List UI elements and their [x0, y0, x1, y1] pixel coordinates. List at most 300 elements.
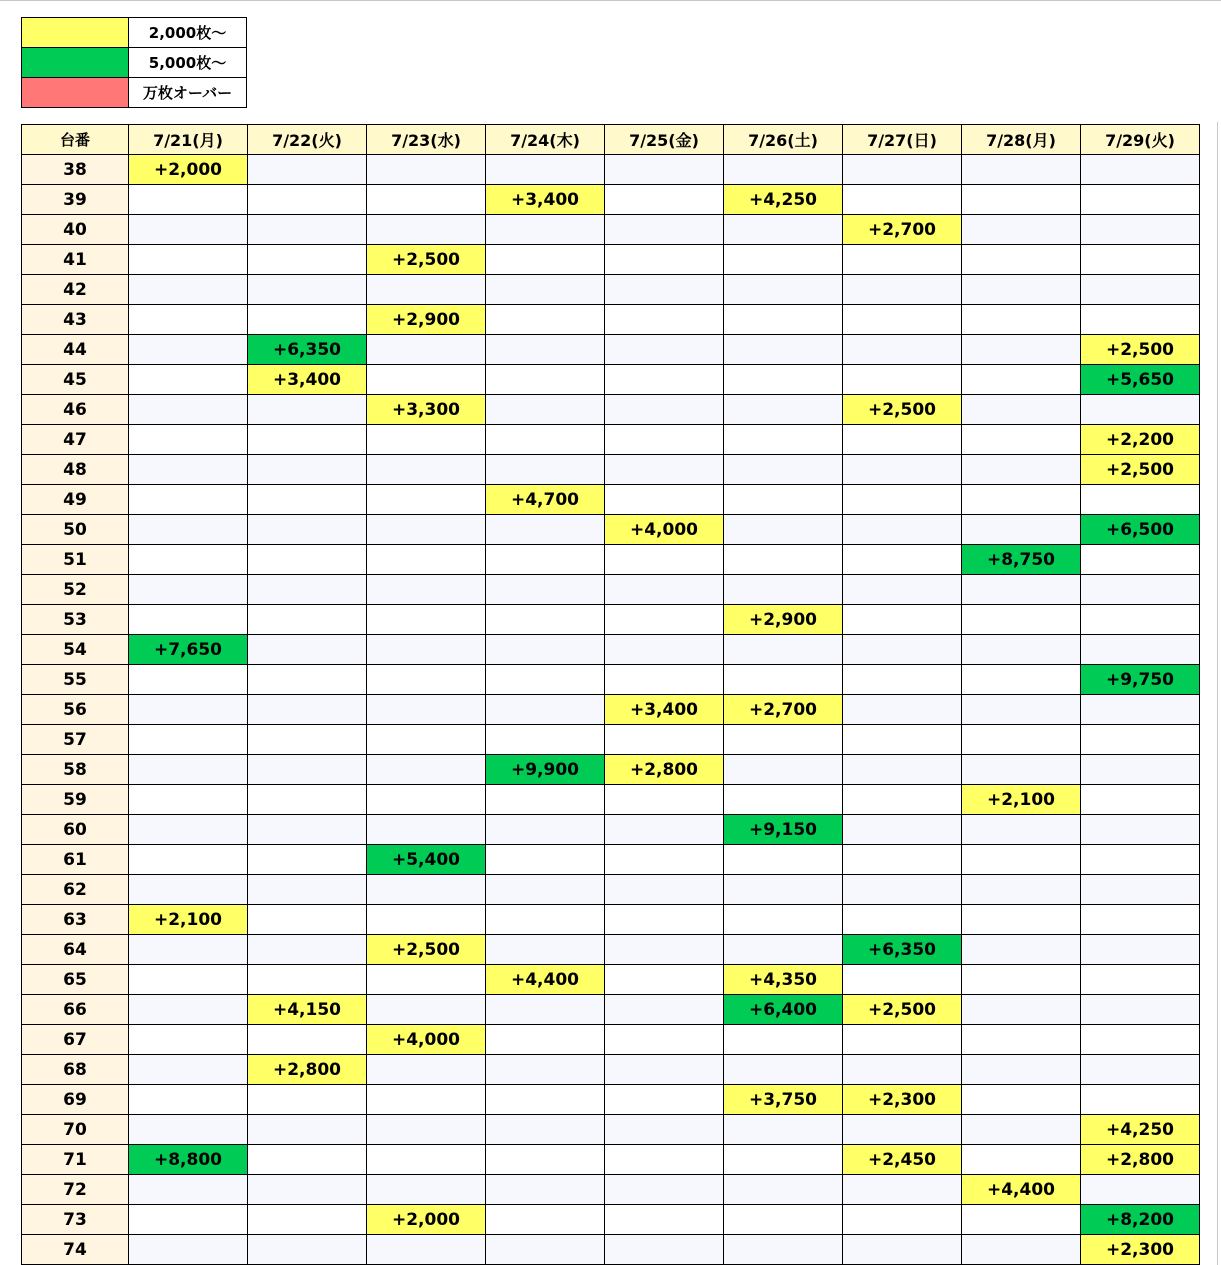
- result-cell: [962, 455, 1081, 485]
- machine-number-cell: 66: [22, 995, 129, 1025]
- result-cell: [486, 875, 605, 905]
- result-cell: [843, 635, 962, 665]
- result-cell: [129, 1085, 248, 1115]
- result-cell: [1081, 785, 1200, 815]
- result-cell: [248, 545, 367, 575]
- result-cell: [248, 905, 367, 935]
- result-cell: +6,350: [843, 935, 962, 965]
- result-cell: [724, 245, 843, 275]
- result-cell: [486, 515, 605, 545]
- result-cell: [962, 935, 1081, 965]
- result-cell: [605, 935, 724, 965]
- result-cell: +4,000: [605, 515, 724, 545]
- legend-swatch-yellow: [22, 18, 129, 48]
- result-cell: +2,900: [367, 305, 486, 335]
- result-cell: [129, 575, 248, 605]
- machine-number-cell: 48: [22, 455, 129, 485]
- result-cell: [367, 485, 486, 515]
- result-cell: +6,500: [1081, 515, 1200, 545]
- result-cell: [367, 1235, 486, 1265]
- result-cell: [1081, 965, 1200, 995]
- result-cell: [605, 1025, 724, 1055]
- result-cell: [248, 815, 367, 845]
- machine-number-cell: 43: [22, 305, 129, 335]
- result-cell: [1081, 875, 1200, 905]
- result-cell: [367, 1115, 486, 1145]
- result-cell: [129, 725, 248, 755]
- machine-number-cell: 46: [22, 395, 129, 425]
- result-cell: +4,400: [962, 1175, 1081, 1205]
- machine-number-cell: 67: [22, 1025, 129, 1055]
- result-cell: [367, 155, 486, 185]
- result-cell: [248, 935, 367, 965]
- result-cell: [367, 1145, 486, 1175]
- result-cell: [962, 695, 1081, 725]
- result-cell: [1081, 485, 1200, 515]
- result-cell: [724, 575, 843, 605]
- table-row: [22, 305, 1200, 335]
- table-row: [22, 995, 1200, 1025]
- result-cell: [1081, 575, 1200, 605]
- machine-number-cell: 64: [22, 935, 129, 965]
- result-cell: [367, 725, 486, 755]
- result-cell: [724, 215, 843, 245]
- result-cell: [605, 845, 724, 875]
- result-cell: [129, 515, 248, 545]
- result-cell: [1081, 1025, 1200, 1055]
- result-cell: [486, 1055, 605, 1085]
- result-cell: +4,250: [1081, 1115, 1200, 1145]
- result-cell: [248, 155, 367, 185]
- result-cell: [486, 665, 605, 695]
- result-cell: [724, 515, 843, 545]
- result-cell: [248, 875, 367, 905]
- result-cell: [129, 365, 248, 395]
- result-cell: [248, 245, 367, 275]
- table-row: [22, 935, 1200, 965]
- result-cell: [605, 425, 724, 455]
- result-cell: [129, 1175, 248, 1205]
- machine-number-cell: 71: [22, 1145, 129, 1175]
- result-cell: [843, 305, 962, 335]
- result-cell: +2,800: [1081, 1145, 1200, 1175]
- table-row: [22, 425, 1200, 455]
- result-cell: [367, 335, 486, 365]
- result-cell: [843, 845, 962, 875]
- result-cell: [367, 755, 486, 785]
- result-cell: [248, 185, 367, 215]
- result-cell: [1081, 545, 1200, 575]
- result-cell: [605, 1175, 724, 1205]
- result-cell: [724, 1115, 843, 1145]
- machine-number-header: 台番: [22, 125, 129, 155]
- result-cell: [724, 155, 843, 185]
- machine-number-cell: 49: [22, 485, 129, 515]
- result-cell: [962, 815, 1081, 845]
- legend-row: [22, 18, 247, 48]
- result-cell: [843, 605, 962, 635]
- table-row: [22, 845, 1200, 875]
- frame-right-border: [1217, 122, 1218, 1265]
- result-cell: +4,000: [367, 1025, 486, 1055]
- result-cell: [367, 1055, 486, 1085]
- result-cell: [248, 395, 367, 425]
- result-cell: [962, 965, 1081, 995]
- result-cell: [962, 425, 1081, 455]
- legend-swatch-green: [22, 48, 129, 78]
- result-cell: [1081, 275, 1200, 305]
- machine-number-cell: 73: [22, 1205, 129, 1235]
- machine-number-cell: 51: [22, 545, 129, 575]
- result-cell: +7,650: [129, 635, 248, 665]
- table-row: [22, 275, 1200, 305]
- result-cell: [248, 1025, 367, 1055]
- table-row: [22, 665, 1200, 695]
- result-cell: [724, 755, 843, 785]
- table-row: [22, 1205, 1200, 1235]
- table-row: [22, 515, 1200, 545]
- result-cell: [367, 425, 486, 455]
- result-cell: [486, 335, 605, 365]
- result-cell: [486, 1205, 605, 1235]
- result-cell: +3,400: [486, 185, 605, 215]
- result-cell: [248, 635, 367, 665]
- table-row: [22, 155, 1200, 185]
- machine-number-cell: 72: [22, 1175, 129, 1205]
- result-cell: [843, 365, 962, 395]
- result-cell: [962, 1115, 1081, 1145]
- table-row: [22, 1085, 1200, 1115]
- machine-number-cell: 70: [22, 1115, 129, 1145]
- result-cell: [843, 275, 962, 305]
- result-cell: +2,450: [843, 1145, 962, 1175]
- table-row: [22, 1175, 1200, 1205]
- machine-number-cell: 55: [22, 665, 129, 695]
- day-header: 7/27(日): [843, 125, 962, 155]
- result-cell: [367, 1175, 486, 1205]
- result-cell: [962, 1145, 1081, 1175]
- result-cell: [129, 455, 248, 485]
- table-row: [22, 185, 1200, 215]
- day-header: 7/29(火): [1081, 125, 1200, 155]
- machine-number-cell: 54: [22, 635, 129, 665]
- result-cell: [367, 215, 486, 245]
- legend-label: 5,000枚～: [129, 48, 247, 78]
- result-cell: [962, 335, 1081, 365]
- result-cell: [129, 1115, 248, 1145]
- result-cell: [724, 1145, 843, 1175]
- result-cell: [367, 275, 486, 305]
- result-cell: [129, 335, 248, 365]
- result-cell: +8,200: [1081, 1205, 1200, 1235]
- result-cell: [605, 665, 724, 695]
- result-cell: [605, 1115, 724, 1145]
- machine-number-cell: 42: [22, 275, 129, 305]
- result-cell: [843, 1235, 962, 1265]
- result-cell: [962, 485, 1081, 515]
- result-cell: [843, 575, 962, 605]
- machine-number-cell: 74: [22, 1235, 129, 1265]
- result-cell: +4,150: [248, 995, 367, 1025]
- result-cell: +8,750: [962, 545, 1081, 575]
- machine-number-cell: 65: [22, 965, 129, 995]
- result-cell: +2,500: [1081, 335, 1200, 365]
- result-cell: [486, 1025, 605, 1055]
- results-table: [21, 124, 1200, 1265]
- result-cell: [962, 1205, 1081, 1235]
- result-cell: [129, 245, 248, 275]
- result-cell: [962, 245, 1081, 275]
- result-cell: [486, 545, 605, 575]
- result-cell: [367, 185, 486, 215]
- result-cell: [486, 1115, 605, 1145]
- result-cell: [1081, 935, 1200, 965]
- machine-number-cell: 57: [22, 725, 129, 755]
- result-cell: [962, 875, 1081, 905]
- result-cell: [724, 845, 843, 875]
- legend-swatch-red: [22, 78, 129, 108]
- result-cell: [843, 185, 962, 215]
- table-row: [22, 395, 1200, 425]
- result-cell: [486, 935, 605, 965]
- result-cell: [724, 485, 843, 515]
- day-header: 7/25(金): [605, 125, 724, 155]
- result-cell: [1081, 635, 1200, 665]
- result-cell: [605, 455, 724, 485]
- result-cell: [962, 905, 1081, 935]
- result-cell: +2,200: [1081, 425, 1200, 455]
- result-cell: +5,650: [1081, 365, 1200, 395]
- result-cell: [724, 1025, 843, 1055]
- result-cell: [486, 785, 605, 815]
- result-cell: [843, 245, 962, 275]
- result-cell: [367, 455, 486, 485]
- day-header: 7/21(月): [129, 125, 248, 155]
- result-cell: [486, 905, 605, 935]
- machine-number-cell: 44: [22, 335, 129, 365]
- result-cell: [724, 545, 843, 575]
- result-cell: +9,750: [1081, 665, 1200, 695]
- result-cell: [129, 935, 248, 965]
- machine-number-cell: 39: [22, 185, 129, 215]
- table-row: [22, 215, 1200, 245]
- result-cell: [486, 995, 605, 1025]
- table-header-row: [22, 125, 1200, 155]
- result-cell: +9,150: [724, 815, 843, 845]
- result-cell: +3,300: [367, 395, 486, 425]
- result-cell: [605, 995, 724, 1025]
- result-cell: [486, 425, 605, 455]
- legend-table: [21, 17, 247, 108]
- table-body: [22, 155, 1200, 1265]
- result-cell: +2,300: [843, 1085, 962, 1115]
- result-cell: [843, 665, 962, 695]
- result-cell: [724, 785, 843, 815]
- result-cell: [1081, 605, 1200, 635]
- machine-number-cell: 45: [22, 365, 129, 395]
- day-header: 7/28(月): [962, 125, 1081, 155]
- table-row: [22, 785, 1200, 815]
- result-cell: +8,800: [129, 1145, 248, 1175]
- result-cell: [248, 215, 367, 245]
- result-cell: [248, 785, 367, 815]
- result-cell: [724, 1205, 843, 1235]
- result-cell: [605, 215, 724, 245]
- table-row: [22, 875, 1200, 905]
- result-cell: [724, 1235, 843, 1265]
- result-cell: [367, 365, 486, 395]
- result-cell: [248, 515, 367, 545]
- result-cell: [248, 275, 367, 305]
- result-cell: [486, 815, 605, 845]
- result-cell: [486, 305, 605, 335]
- result-cell: +4,350: [724, 965, 843, 995]
- result-cell: [367, 875, 486, 905]
- result-cell: [962, 755, 1081, 785]
- result-cell: [486, 1235, 605, 1265]
- result-cell: [486, 695, 605, 725]
- result-cell: [962, 575, 1081, 605]
- result-cell: [605, 965, 724, 995]
- result-cell: [605, 1055, 724, 1085]
- result-cell: [367, 545, 486, 575]
- result-cell: +6,350: [248, 335, 367, 365]
- result-cell: [843, 755, 962, 785]
- day-header: 7/26(土): [724, 125, 843, 155]
- result-cell: [1081, 845, 1200, 875]
- result-cell: [605, 155, 724, 185]
- result-cell: [962, 665, 1081, 695]
- table-row: [22, 635, 1200, 665]
- result-cell: [248, 755, 367, 785]
- result-cell: [962, 395, 1081, 425]
- result-cell: [843, 905, 962, 935]
- result-cell: [724, 335, 843, 365]
- table-row: [22, 815, 1200, 845]
- result-cell: [843, 545, 962, 575]
- table-row: [22, 695, 1200, 725]
- result-cell: [605, 1145, 724, 1175]
- result-cell: [724, 635, 843, 665]
- result-cell: [248, 455, 367, 485]
- result-cell: +5,400: [367, 845, 486, 875]
- result-cell: [486, 155, 605, 185]
- result-cell: [129, 785, 248, 815]
- result-cell: [605, 545, 724, 575]
- machine-number-cell: 59: [22, 785, 129, 815]
- result-cell: +6,400: [724, 995, 843, 1025]
- result-cell: [962, 275, 1081, 305]
- result-cell: [129, 1205, 248, 1235]
- result-cell: [1081, 725, 1200, 755]
- result-cell: [843, 725, 962, 755]
- result-cell: [605, 335, 724, 365]
- result-cell: [129, 275, 248, 305]
- result-cell: [843, 425, 962, 455]
- machine-number-cell: 40: [22, 215, 129, 245]
- result-cell: [1081, 305, 1200, 335]
- table-row: [22, 605, 1200, 635]
- result-cell: [248, 1145, 367, 1175]
- result-cell: [129, 695, 248, 725]
- result-cell: [724, 275, 843, 305]
- result-cell: [248, 1235, 367, 1265]
- result-cell: [962, 635, 1081, 665]
- result-cell: [962, 1085, 1081, 1115]
- result-cell: [724, 875, 843, 905]
- result-cell: [962, 605, 1081, 635]
- result-cell: [843, 1025, 962, 1055]
- result-cell: [486, 635, 605, 665]
- result-cell: [486, 1175, 605, 1205]
- table-row: [22, 755, 1200, 785]
- result-cell: [962, 305, 1081, 335]
- result-cell: [1081, 155, 1200, 185]
- result-cell: [1081, 245, 1200, 275]
- result-cell: [486, 605, 605, 635]
- result-cell: [367, 575, 486, 605]
- table-row: [22, 245, 1200, 275]
- result-cell: [605, 245, 724, 275]
- result-cell: [724, 905, 843, 935]
- machine-number-cell: 52: [22, 575, 129, 605]
- day-header: 7/23(水): [367, 125, 486, 155]
- result-cell: [1081, 395, 1200, 425]
- result-cell: [1081, 185, 1200, 215]
- result-cell: [605, 275, 724, 305]
- result-cell: [248, 485, 367, 515]
- machine-number-cell: 53: [22, 605, 129, 635]
- machine-number-cell: 38: [22, 155, 129, 185]
- result-cell: +4,700: [486, 485, 605, 515]
- result-cell: +2,000: [129, 155, 248, 185]
- result-cell: [605, 815, 724, 845]
- result-cell: [843, 815, 962, 845]
- result-cell: [129, 605, 248, 635]
- result-cell: [129, 965, 248, 995]
- result-cell: [129, 1235, 248, 1265]
- result-cell: +2,700: [843, 215, 962, 245]
- legend-label: 万枚オーバー: [129, 78, 247, 108]
- result-cell: +2,500: [367, 935, 486, 965]
- result-cell: [248, 1085, 367, 1115]
- result-cell: [724, 665, 843, 695]
- result-cell: [605, 395, 724, 425]
- result-cell: [367, 605, 486, 635]
- result-cell: [486, 1085, 605, 1115]
- day-header: 7/24(木): [486, 125, 605, 155]
- result-cell: [962, 725, 1081, 755]
- result-cell: [962, 845, 1081, 875]
- result-cell: [724, 425, 843, 455]
- result-cell: [486, 455, 605, 485]
- table-row: [22, 485, 1200, 515]
- result-cell: +4,250: [724, 185, 843, 215]
- result-cell: +2,100: [962, 785, 1081, 815]
- result-cell: +3,750: [724, 1085, 843, 1115]
- result-cell: [129, 545, 248, 575]
- result-cell: [843, 1115, 962, 1145]
- result-cell: [843, 785, 962, 815]
- result-cell: [129, 755, 248, 785]
- result-cell: [129, 305, 248, 335]
- result-cell: [248, 1175, 367, 1205]
- result-cell: [248, 665, 367, 695]
- result-cell: [843, 515, 962, 545]
- result-cell: [843, 1055, 962, 1085]
- result-cell: [605, 605, 724, 635]
- result-cell: [129, 875, 248, 905]
